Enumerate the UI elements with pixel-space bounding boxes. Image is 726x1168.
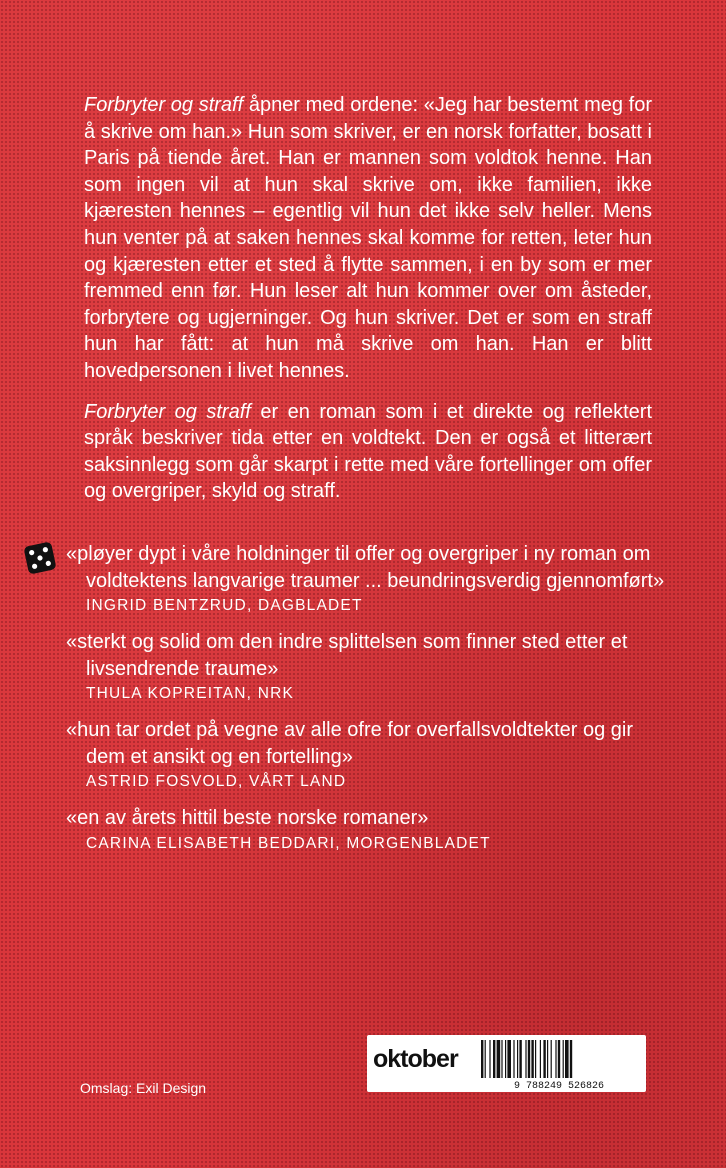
isbn-barcode xyxy=(477,1038,642,1090)
quote-source: ASTRID FOSVOLD, VÅRT LAND xyxy=(86,773,347,790)
quote-text: «sterkt og solid om den indre splittelsen som finner sted etter et livsendrende traume» xyxy=(66,631,628,680)
quote-source: CARINA ELISABETH BEDDARI, MORGENBLADET xyxy=(86,834,491,852)
blurb-paragraph-2 xyxy=(84,399,652,505)
cover-design-credit: Omslag: Exil Design xyxy=(80,1080,207,1096)
back-cover-blurb xyxy=(84,92,652,519)
blurb-paragraph-1 xyxy=(84,92,652,385)
review-quote xyxy=(66,717,666,791)
dice-five-icon xyxy=(22,540,58,576)
book-title-italic: Forbryter og straff xyxy=(84,94,244,116)
quote-source: THULA KOPREITAN, NRK xyxy=(86,685,295,702)
review-quotes xyxy=(66,541,666,867)
quote-text: «en av årets hittil beste norske romaner» xyxy=(66,807,429,829)
blurb-text: er en roman som i et direkte og reflektert språk beskriver tida etter en voldtekt. Den er også et litterært saksinnlegg som går skarpt i rette med våre fortellinger om offer og overgriper, skyld og straff. xyxy=(84,400,653,503)
barcode-panel xyxy=(367,1035,646,1092)
blurb-text: åpner med ordene: «Jeg har bestemt meg for å skrive om han.» Hun som skriver, er en norsk forfatter, bosatt i Paris på tiende året. Han er mannen som voldtok henne. Han som ingen vil at hun skal skrive om, ikke familien, ikke kjæresten hennes – egentlig vil hun det ikke selv heller. Mens hun venter på at saken hennes skal komme for retten, leter hun og kjæresten etter et sted å flytte sammen, i en by som er mer fremmed enn før. Hun leser alt hun kommer over om åsteder, forbrytere og ugjerninger. Og hun skriver. Det er som en straff hun har fått: at hun må skrive om han. Han er blitt hovedpersonen i livet hennes. xyxy=(84,94,653,382)
quote-text: «pløyer dypt i våre holdninger til offer og overgriper i ny roman om voldtektens langvarige traumer ... beundringsverdig gjennomført» xyxy=(66,543,665,592)
barcode-bars xyxy=(481,1040,572,1078)
review-quote xyxy=(66,541,666,615)
quote-source: INGRID BENTZRUD, DAGBLADET xyxy=(86,597,363,614)
quote-text: «hun tar ordet på vegne av alle ofre for overfallsvoldtekter og gir dem et ansikt og en fortelling» xyxy=(66,719,633,768)
isbn-number: 9 788249 526826 xyxy=(513,1081,605,1090)
book-title-italic: Forbryter og straff xyxy=(84,400,251,423)
publisher-logo: oktober xyxy=(373,1045,458,1073)
review-quote xyxy=(66,629,666,703)
review-quote xyxy=(66,805,666,853)
